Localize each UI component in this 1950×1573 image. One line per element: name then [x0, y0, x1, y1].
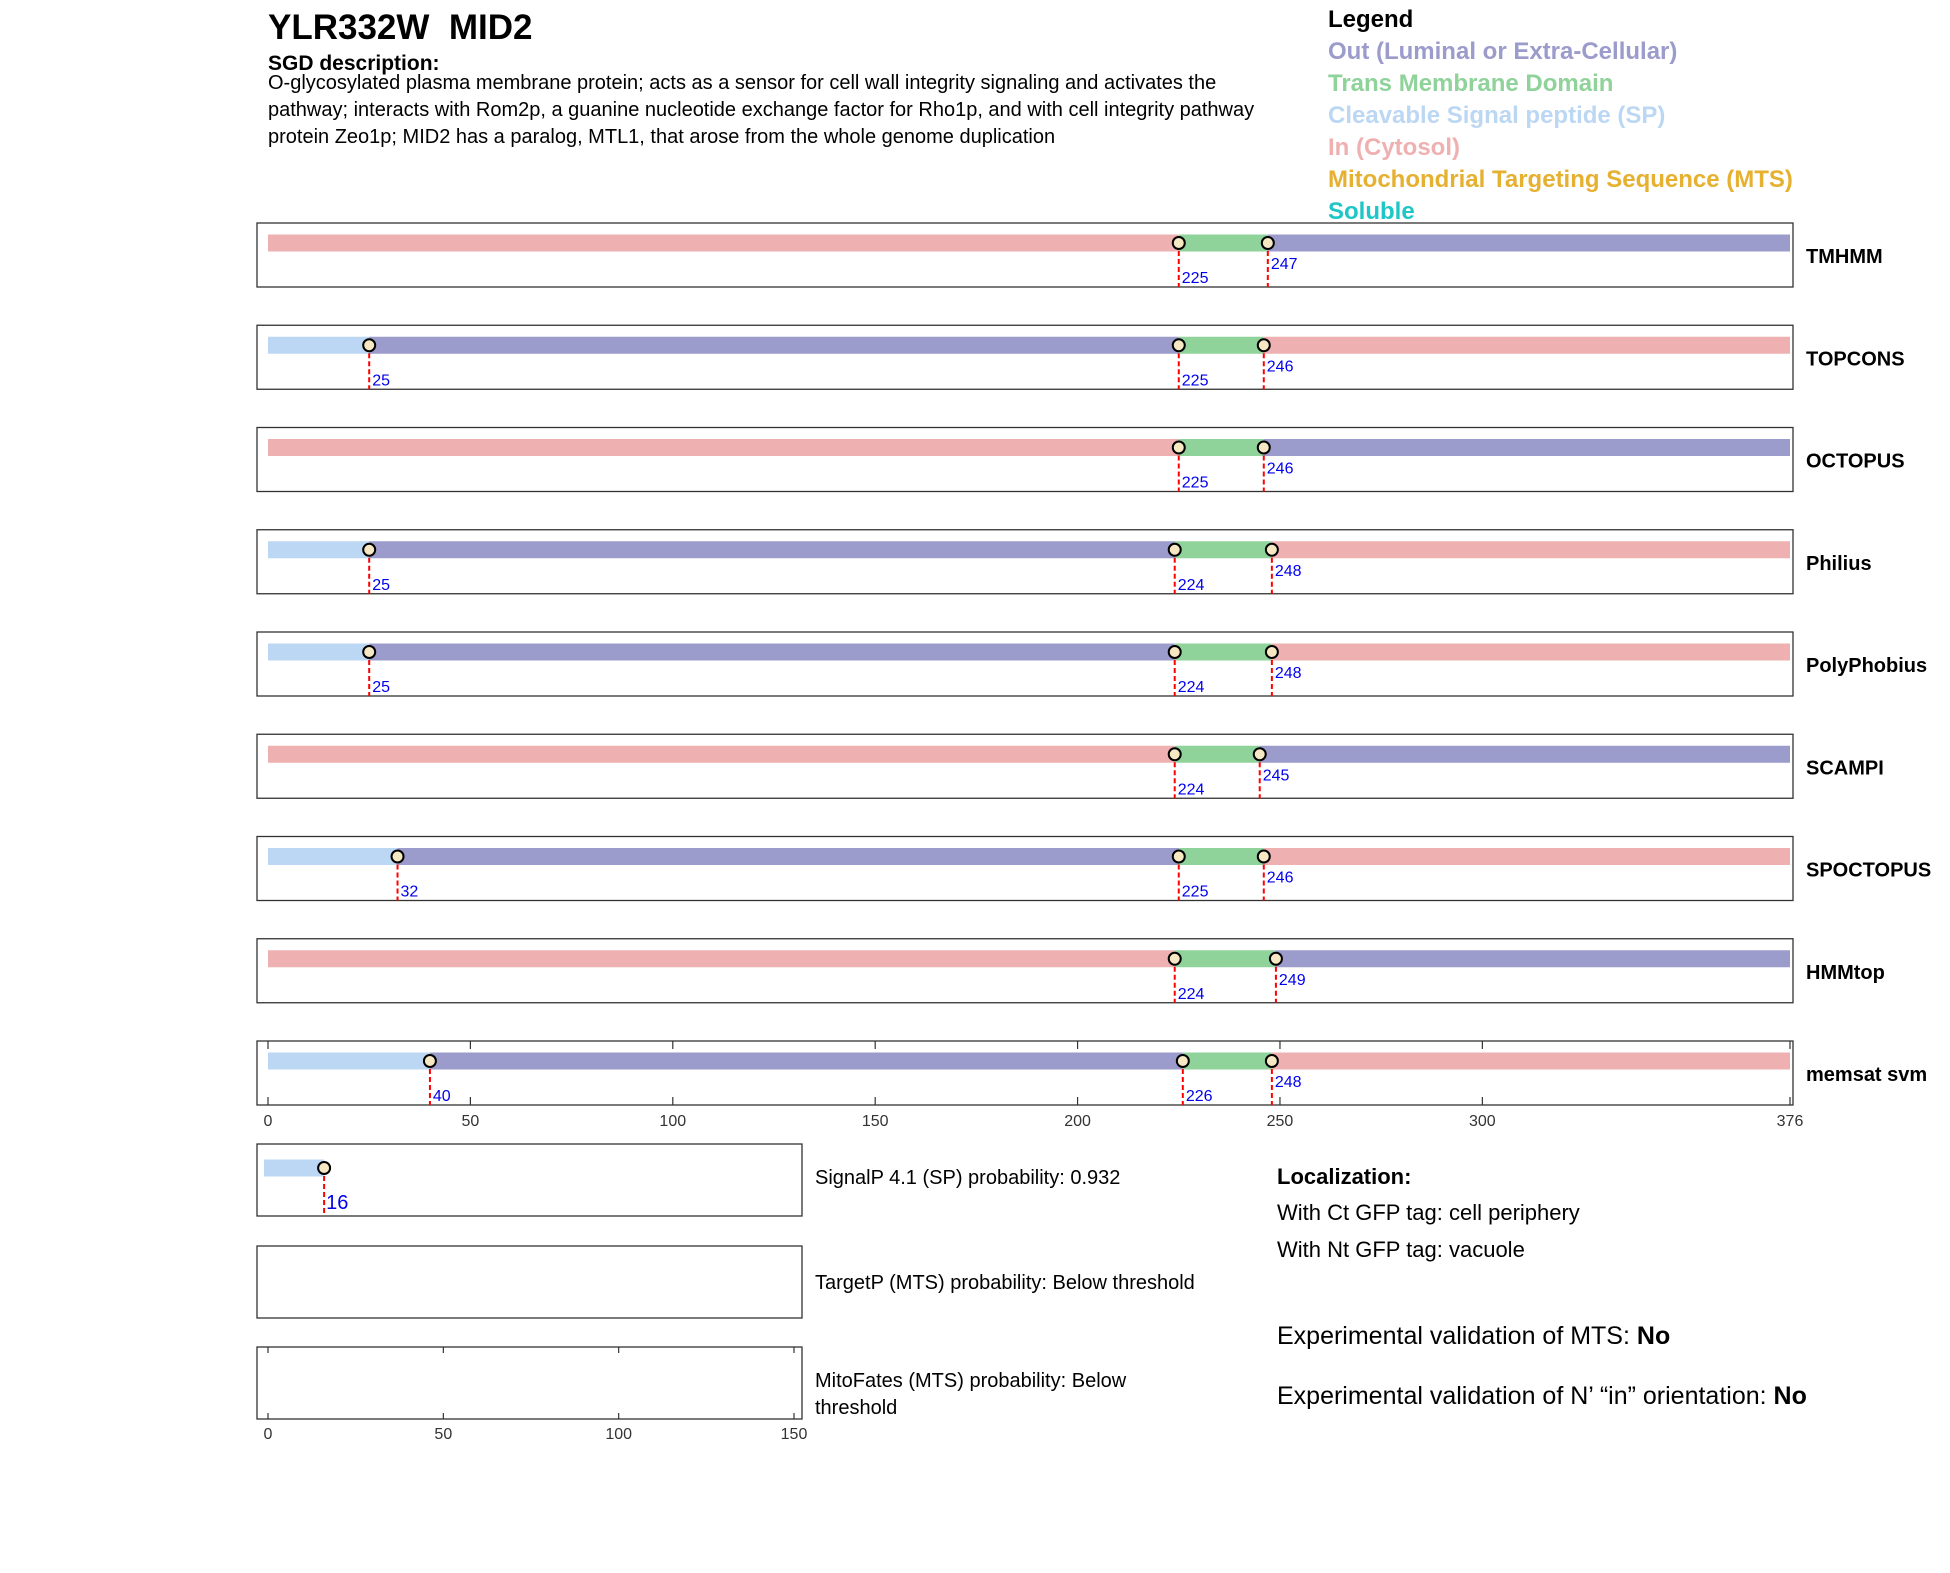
boundary-marker	[1173, 442, 1185, 454]
boundary-label: 25	[372, 372, 390, 390]
boundary-marker	[1270, 953, 1282, 965]
panel-frame	[257, 1347, 802, 1419]
predictor-name-topcons: TOPCONS	[1806, 348, 1905, 371]
mts-validation-value: No	[1636, 1322, 1671, 1350]
boundary-marker	[1258, 442, 1270, 454]
orientation-validation: Experimental validation of N’ “in” orientation: No	[1277, 1382, 1807, 1410]
legend-item-sp: Cleavable Signal peptide (SP)	[1328, 102, 1666, 129]
boundary-label: 225	[1181, 883, 1209, 901]
track-frame	[257, 223, 1793, 287]
boundary-marker	[363, 339, 375, 351]
legend-item-in: In (Cytosol)	[1328, 134, 1460, 161]
page-title: YLR332W MID2	[268, 8, 533, 47]
track-frame	[257, 734, 1793, 798]
boundary-label: 248	[1274, 665, 1302, 682]
predictor-name-memsat-svm: memsat svm	[1806, 1064, 1928, 1086]
boundary-label: 25	[372, 679, 390, 696]
localization-heading: Localization:	[1277, 1164, 1412, 1189]
axis-tick-label: 100	[659, 1113, 687, 1130]
panel-targetp	[257, 1246, 802, 1318]
track-philius	[257, 530, 1793, 594]
boundary-marker	[1266, 646, 1278, 658]
mts-validation: Experimental validation of MTS: No	[1277, 1322, 1671, 1350]
boundary-marker	[1169, 748, 1181, 760]
boundary-label: 249	[1278, 971, 1306, 989]
boundary-label: 246	[1266, 358, 1294, 376]
boundary-label: 25	[372, 576, 390, 594]
small-axis-tick-label: 150	[780, 1426, 808, 1443]
axis-tick-label: 0	[263, 1113, 273, 1130]
track-polyphobius	[257, 632, 1793, 696]
panel-frame	[257, 1246, 802, 1318]
axis-tick-label: 300	[1469, 1113, 1496, 1130]
boundary-marker	[1258, 339, 1270, 351]
boundary-marker	[1258, 851, 1270, 863]
boundary-label: 224	[1177, 576, 1205, 594]
track-frame	[257, 325, 1793, 389]
axis-tick-label: 50	[461, 1113, 480, 1130]
panel-mitofates	[257, 1347, 802, 1419]
localization-nt: With Nt GFP tag: vacuole	[1277, 1237, 1525, 1262]
predictor-name-philius: Philius	[1806, 552, 1872, 575]
predictor-name-spoctopus: SPOCTOPUS	[1806, 859, 1932, 882]
track-octopus	[257, 428, 1793, 492]
boundary-marker	[1177, 1055, 1189, 1067]
legend-item-out: Out (Luminal or Extra-Cellular)	[1328, 38, 1678, 65]
boundary-label: 225	[1181, 474, 1209, 492]
predictor-name-octopus: OCTOPUS	[1806, 450, 1905, 473]
targetp-label: TargetP (MTS) probability: Below threshold	[815, 1272, 1195, 1294]
boundary-label: 225	[1181, 270, 1209, 287]
axis-tick-label: 200	[1064, 1113, 1091, 1130]
boundary-marker	[1169, 953, 1181, 965]
boundary-marker	[363, 646, 375, 658]
track-scampi	[257, 734, 1793, 798]
track-spoctopus	[257, 837, 1793, 901]
predictor-name-tmhmm: TMHMM	[1806, 246, 1883, 268]
small-axis-tick-label: 50	[434, 1426, 453, 1443]
boundary-label: 32	[400, 883, 419, 901]
boundary-label: 248	[1274, 562, 1302, 580]
boundary-label: 246	[1266, 869, 1294, 887]
track-frame	[257, 1041, 1793, 1105]
track-hmmtop	[257, 939, 1793, 1003]
predictor-name-hmmtop: HMMtop	[1806, 961, 1885, 984]
legend-item-mts: Mitochondrial Targeting Sequence (MTS)	[1328, 166, 1793, 193]
track-frame	[257, 939, 1793, 1003]
legend-item-soluble: Soluble	[1328, 198, 1415, 225]
mitofates-label: MitoFates (MTS) probability: Below threshold	[815, 1370, 1127, 1419]
boundary-marker	[318, 1162, 330, 1174]
track-frame	[257, 530, 1793, 594]
small-axis-tick-label: 100	[605, 1426, 633, 1443]
boundary-label: 224	[1177, 679, 1205, 696]
axis-tick-label: 376	[1776, 1113, 1804, 1130]
boundary-marker	[1169, 544, 1181, 556]
boundary-label: 224	[1177, 985, 1205, 1003]
predictor-name-polyphobius: PolyPhobius	[1806, 655, 1928, 677]
boundary-label: 226	[1185, 1088, 1213, 1105]
boundary-marker	[424, 1055, 436, 1067]
predictor-name-scampi: SCAMPI	[1806, 757, 1884, 780]
boundary-marker	[1169, 646, 1181, 658]
small-axis-tick-label: 0	[263, 1426, 273, 1443]
axis-tick-label: 150	[861, 1113, 889, 1130]
boundary-label: 248	[1274, 1074, 1302, 1091]
axis-tick-label: 250	[1266, 1113, 1294, 1130]
boundary-marker	[363, 544, 375, 556]
boundary-marker	[392, 851, 404, 863]
track-memsat-svm	[257, 1041, 1793, 1105]
boundary-marker	[1173, 851, 1185, 863]
legend-title: Legend	[1328, 6, 1414, 33]
boundary-label: 225	[1181, 372, 1209, 390]
boundary-marker	[1173, 339, 1185, 351]
boundary-marker	[1266, 544, 1278, 556]
boundary-label: 245	[1262, 767, 1290, 785]
track-frame	[257, 632, 1793, 696]
boundary-marker	[1254, 748, 1266, 760]
boundary-label: 224	[1177, 781, 1205, 799]
orientation-validation-value: No	[1773, 1382, 1807, 1410]
signalp-label: SignalP 4.1 (SP) probability: 0.932	[815, 1167, 1121, 1189]
panel-signalp	[257, 1144, 802, 1216]
sgd-description-text: O-glycosylated plasma membrane protein; acts as a sensor for cell wall integrity signaling and activates the pathway; interacts with Rom2p, a guanine nucleotide exchange factor for Rho1p, and with cell integrity pathway protein Zeo1p; MID2 has a paralog, MTL1, that arose from the whole genome duplication	[268, 72, 1255, 148]
boundary-marker	[1173, 237, 1185, 249]
boundary-marker	[1262, 237, 1274, 249]
track-tmhmm	[257, 223, 1793, 287]
sgd-description-heading: SGD description:	[268, 52, 440, 75]
boundary-label: 246	[1266, 460, 1294, 478]
track-topcons	[257, 325, 1793, 389]
boundary-marker	[1266, 1055, 1278, 1067]
boundary-label: 16	[326, 1192, 349, 1214]
track-frame	[257, 428, 1793, 492]
track-frame	[257, 837, 1793, 901]
boundary-label: 40	[432, 1088, 451, 1105]
boundary-label: 247	[1270, 256, 1298, 273]
legend-item-tm: Trans Membrane Domain	[1328, 70, 1614, 97]
localization-ct: With Ct GFP tag: cell periphery	[1277, 1200, 1580, 1225]
